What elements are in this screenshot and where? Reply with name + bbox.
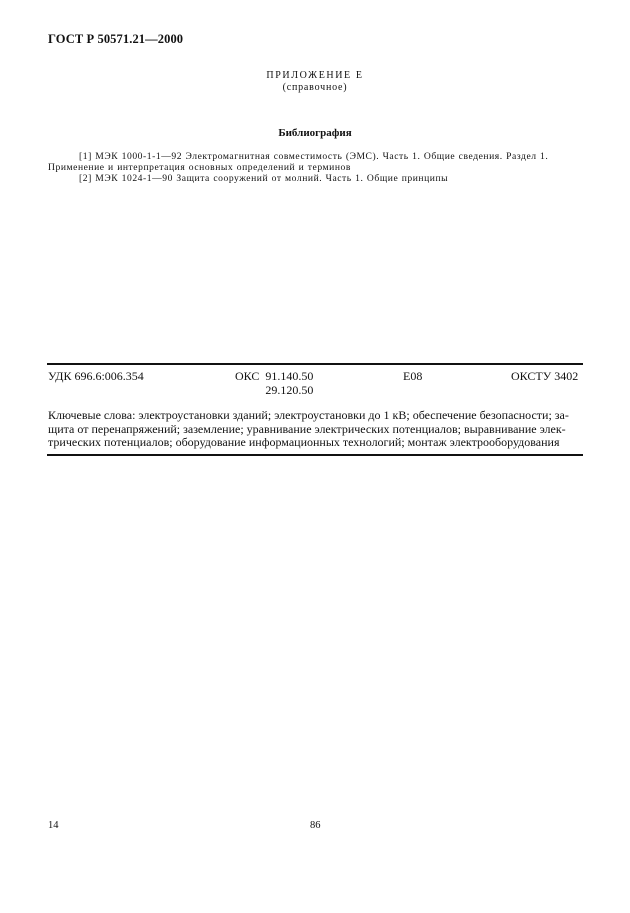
keywords-line: Ключевые слова: электроустановки зданий; электроустановки до 1 кВ; обеспечение безопасности; за- [48,408,569,422]
oks-code: 29.120.50 [265,382,314,397]
oks-label: ОКС [235,369,260,383]
page-number-center: 86 [310,820,321,831]
okstu-code: ОКСТУ 3402 [511,369,579,383]
bibliography-item-2: [2] МЭК 1024-1—90 Защита сооружений от молний. Часть 1. Общие принципы [79,173,449,184]
bibliography-item-1-continuation: Применение и интерпретация основных определений и терминов [48,162,351,173]
oks-codes [235,370,313,397]
oks-code-list [265,370,313,397]
bibliography-heading: Библиография [278,127,352,139]
oks-code: 91.140.50 [265,369,314,383]
keywords-line: щита от перенапряжений; заземление; уравнивание электрических потенциалов; выравнивание элек- [48,421,566,436]
keywords-paragraph [48,409,583,450]
appendix-subtitle: (справочное) [282,82,348,93]
page-number-left: 14 [48,820,59,831]
keywords-line: трических потенциалов; оборудование информационных технологий; монтаж электрооборудования [48,435,560,449]
bibliography-list [48,151,583,184]
divider-top [47,363,583,365]
appendix-title: ПРИЛОЖЕНИЕ Е [266,70,364,81]
standard-code: ГОСТ Р 50571.21—2000 [48,32,184,46]
divider-bottom [47,454,583,456]
udk-code: УДК 696.6:006.354 [48,369,144,383]
bibliography-item-1: [1] МЭК 1000-1-1—92 Электромагнитная совместимость (ЭМС). Часть 1. Общие сведения. Раздел 1. [79,151,549,162]
group-code: Е08 [403,369,423,383]
